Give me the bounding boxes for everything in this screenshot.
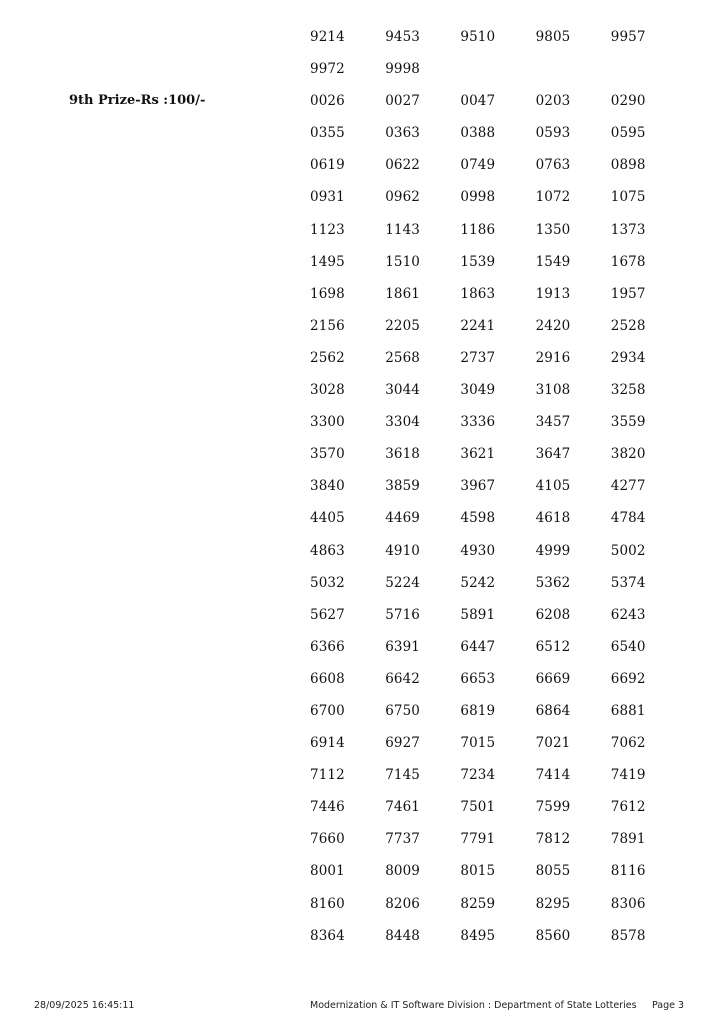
winning-number: 1510 <box>385 253 420 270</box>
winning-number: 1863 <box>460 285 496 302</box>
winning-number: 7599 <box>535 799 571 816</box>
winning-number: 0593 <box>535 125 571 142</box>
winning-number: 0931 <box>310 189 345 206</box>
number-row <box>310 188 690 220</box>
winning-number: 4784 <box>610 510 646 527</box>
winning-number: 8055 <box>535 863 571 880</box>
number-row <box>310 574 690 606</box>
winning-number: 1698 <box>310 285 345 302</box>
winning-number: 5242 <box>460 574 496 591</box>
winning-number: 6653 <box>460 670 496 687</box>
winning-number: 5002 <box>610 542 646 559</box>
winning-number: 5224 <box>385 574 420 591</box>
winning-number: 8306 <box>610 895 646 912</box>
winning-number: 0998 <box>460 189 496 206</box>
winning-number: 8206 <box>385 895 420 912</box>
number-row <box>310 927 690 959</box>
winning-number: 0203 <box>535 93 571 110</box>
winning-number: 6692 <box>610 670 646 687</box>
winning-number: 0047 <box>460 93 496 110</box>
winning-number: 8560 <box>535 927 571 944</box>
winning-number: 7419 <box>610 767 646 784</box>
winning-number: 8160 <box>310 895 345 912</box>
winning-number: 3840 <box>310 478 345 495</box>
winning-number: 0355 <box>310 125 345 142</box>
winning-number: 6927 <box>385 735 420 752</box>
winning-number: 7501 <box>460 799 496 816</box>
winning-number: 3258 <box>610 382 646 399</box>
winning-number: 6512 <box>535 638 571 655</box>
winning-number: 6540 <box>610 638 646 655</box>
winning-number: 1373 <box>610 221 646 238</box>
number-row <box>310 702 690 734</box>
winning-number: 4105 <box>535 478 571 495</box>
winning-number: 6669 <box>535 670 571 687</box>
winning-number: 8578 <box>610 927 646 944</box>
winning-number: 1075 <box>610 189 646 206</box>
winning-number: 3457 <box>535 414 571 431</box>
winning-number: 7062 <box>610 735 646 752</box>
winning-number: 7015 <box>460 735 496 752</box>
winning-number: 6208 <box>535 606 571 623</box>
winning-number: 6700 <box>310 702 345 719</box>
winning-number: 7891 <box>610 831 646 848</box>
winning-number: 2737 <box>460 349 496 366</box>
winning-number: 3108 <box>535 382 571 399</box>
winning-number: 2568 <box>385 349 420 366</box>
number-row <box>310 60 690 92</box>
number-row <box>310 477 690 509</box>
winning-number: 2205 <box>385 317 420 334</box>
winning-number: 3618 <box>385 446 420 463</box>
winning-number: 5032 <box>310 574 345 591</box>
winning-number: 7737 <box>385 831 420 848</box>
number-row <box>310 830 690 862</box>
winning-number: 3820 <box>610 446 646 463</box>
winning-number: 4999 <box>535 542 571 559</box>
number-row <box>310 124 690 156</box>
winning-number: 6642 <box>385 670 420 687</box>
winning-number: 9957 <box>610 29 646 45</box>
winning-number: 5891 <box>460 606 496 623</box>
winning-number: 9972 <box>310 61 345 78</box>
winning-number: 2241 <box>460 317 496 334</box>
winning-number: 9214 <box>310 29 345 45</box>
footer-division: Modernization & IT Software Division : Department of State Lotteries <box>310 1000 637 1011</box>
number-row <box>310 542 690 574</box>
number-row <box>310 445 690 477</box>
winning-number: 8364 <box>310 927 345 944</box>
winning-number: 1861 <box>385 285 420 302</box>
winning-number: 8495 <box>460 927 496 944</box>
winning-number: 3044 <box>385 382 420 399</box>
winning-number: 8015 <box>460 863 496 880</box>
winning-number: 4930 <box>460 542 496 559</box>
winning-number: 1143 <box>385 221 420 238</box>
winning-number: 1913 <box>535 285 571 302</box>
number-row <box>310 221 690 253</box>
winning-number: 3049 <box>460 382 496 399</box>
winning-number: 1678 <box>610 253 646 270</box>
winning-number: 0363 <box>385 125 420 142</box>
winning-number: 6914 <box>310 735 345 752</box>
winning-number: 1539 <box>460 253 496 270</box>
number-row <box>310 349 690 381</box>
winning-number: 6391 <box>385 638 420 655</box>
winning-number: 4863 <box>310 542 345 559</box>
winning-number: 7112 <box>310 767 345 784</box>
number-row <box>310 862 690 894</box>
winning-number: 3028 <box>310 382 345 399</box>
number-row <box>310 253 690 285</box>
winning-number: 9805 <box>535 29 571 45</box>
winning-number: 4618 <box>535 510 571 527</box>
number-row <box>310 670 690 702</box>
number-row <box>310 638 690 670</box>
number-row <box>310 317 690 349</box>
winning-number: 1186 <box>460 221 496 238</box>
prize-label: 9th Prize-Rs :100/- <box>69 93 206 108</box>
winning-number: 9453 <box>385 29 420 45</box>
winning-number: 2916 <box>535 349 571 366</box>
winning-number: 3967 <box>460 478 496 495</box>
winning-number: 8009 <box>385 863 420 880</box>
winning-number: 7791 <box>460 831 496 848</box>
number-row <box>310 734 690 766</box>
number-row <box>310 28 690 60</box>
winning-number: 9510 <box>460 29 496 45</box>
winning-number: 0898 <box>610 157 646 174</box>
winning-number: 8116 <box>610 863 646 880</box>
winning-number: 3621 <box>460 446 496 463</box>
winning-number: 0622 <box>385 157 420 174</box>
winning-number: 6608 <box>310 670 345 687</box>
winning-number: 3336 <box>460 414 496 431</box>
number-row <box>310 413 690 445</box>
winning-number: 6366 <box>310 638 345 655</box>
winning-number: 9998 <box>385 61 420 78</box>
winning-number: 1123 <box>310 221 345 238</box>
winning-number: 8448 <box>385 927 420 944</box>
winning-number: 7234 <box>460 767 496 784</box>
winning-number: 5627 <box>310 606 345 623</box>
winning-number: 4910 <box>385 542 420 559</box>
winning-number: 1549 <box>535 253 571 270</box>
winning-number: 3559 <box>610 414 646 431</box>
number-row <box>310 606 690 638</box>
number-row <box>310 798 690 830</box>
winning-number: 7414 <box>535 767 571 784</box>
winning-number: 8259 <box>460 895 496 912</box>
winning-number: 3647 <box>535 446 571 463</box>
winning-number: 0749 <box>460 157 496 174</box>
winning-number: 0595 <box>610 125 646 142</box>
winning-number: 7612 <box>610 799 646 816</box>
winning-number: 2562 <box>310 349 345 366</box>
winning-number: 2156 <box>310 317 345 334</box>
winning-number: 3300 <box>310 414 345 431</box>
winning-number: 4598 <box>460 510 496 527</box>
winning-number: 5716 <box>385 606 420 623</box>
winning-number: 5374 <box>610 574 646 591</box>
winning-number: 8295 <box>535 895 571 912</box>
winning-number: 3570 <box>310 446 345 463</box>
winning-number: 3859 <box>385 478 420 495</box>
winning-number: 1072 <box>535 189 571 206</box>
number-row <box>310 766 690 798</box>
winning-number: 6864 <box>535 702 571 719</box>
winning-number: 0763 <box>535 157 571 174</box>
number-row <box>310 156 690 188</box>
winning-number: 4277 <box>610 478 646 495</box>
footer-page-number: Page 3 <box>652 1000 685 1011</box>
winning-number: 0290 <box>610 93 646 110</box>
winning-numbers-table <box>310 28 690 959</box>
winning-number: 0962 <box>385 189 420 206</box>
winning-number: 7812 <box>535 831 571 848</box>
winning-number: 6243 <box>610 606 646 623</box>
winning-number: 4469 <box>385 510 420 527</box>
winning-number: 1350 <box>535 221 571 238</box>
number-row <box>310 381 690 413</box>
winning-number: 1495 <box>310 253 345 270</box>
winning-number: 3304 <box>385 414 420 431</box>
number-row <box>310 92 690 124</box>
winning-number: 2528 <box>610 317 646 334</box>
winning-number: 7461 <box>385 799 420 816</box>
winning-number: 2934 <box>610 349 646 366</box>
winning-number: 6447 <box>460 638 496 655</box>
winning-number: 7021 <box>535 735 571 752</box>
winning-number: 6881 <box>610 702 646 719</box>
winning-number: 4405 <box>310 510 345 527</box>
winning-number: 6819 <box>460 702 496 719</box>
winning-number: 0026 <box>310 93 345 110</box>
footer-datetime: 28/09/2025 16:45:11 <box>34 1000 135 1011</box>
winning-number: 1957 <box>610 285 646 302</box>
number-row <box>310 895 690 927</box>
winning-number: 0027 <box>385 93 420 110</box>
winning-number: 7660 <box>310 831 345 848</box>
winning-number: 6750 <box>385 702 420 719</box>
winning-number: 5362 <box>535 574 571 591</box>
number-row <box>310 509 690 541</box>
winning-number: 0388 <box>460 125 496 142</box>
winning-number: 7145 <box>385 767 420 784</box>
winning-number: 2420 <box>535 317 571 334</box>
winning-number: 0619 <box>310 157 345 174</box>
winning-number: 7446 <box>310 799 345 816</box>
number-row <box>310 285 690 317</box>
winning-number: 8001 <box>310 863 345 880</box>
